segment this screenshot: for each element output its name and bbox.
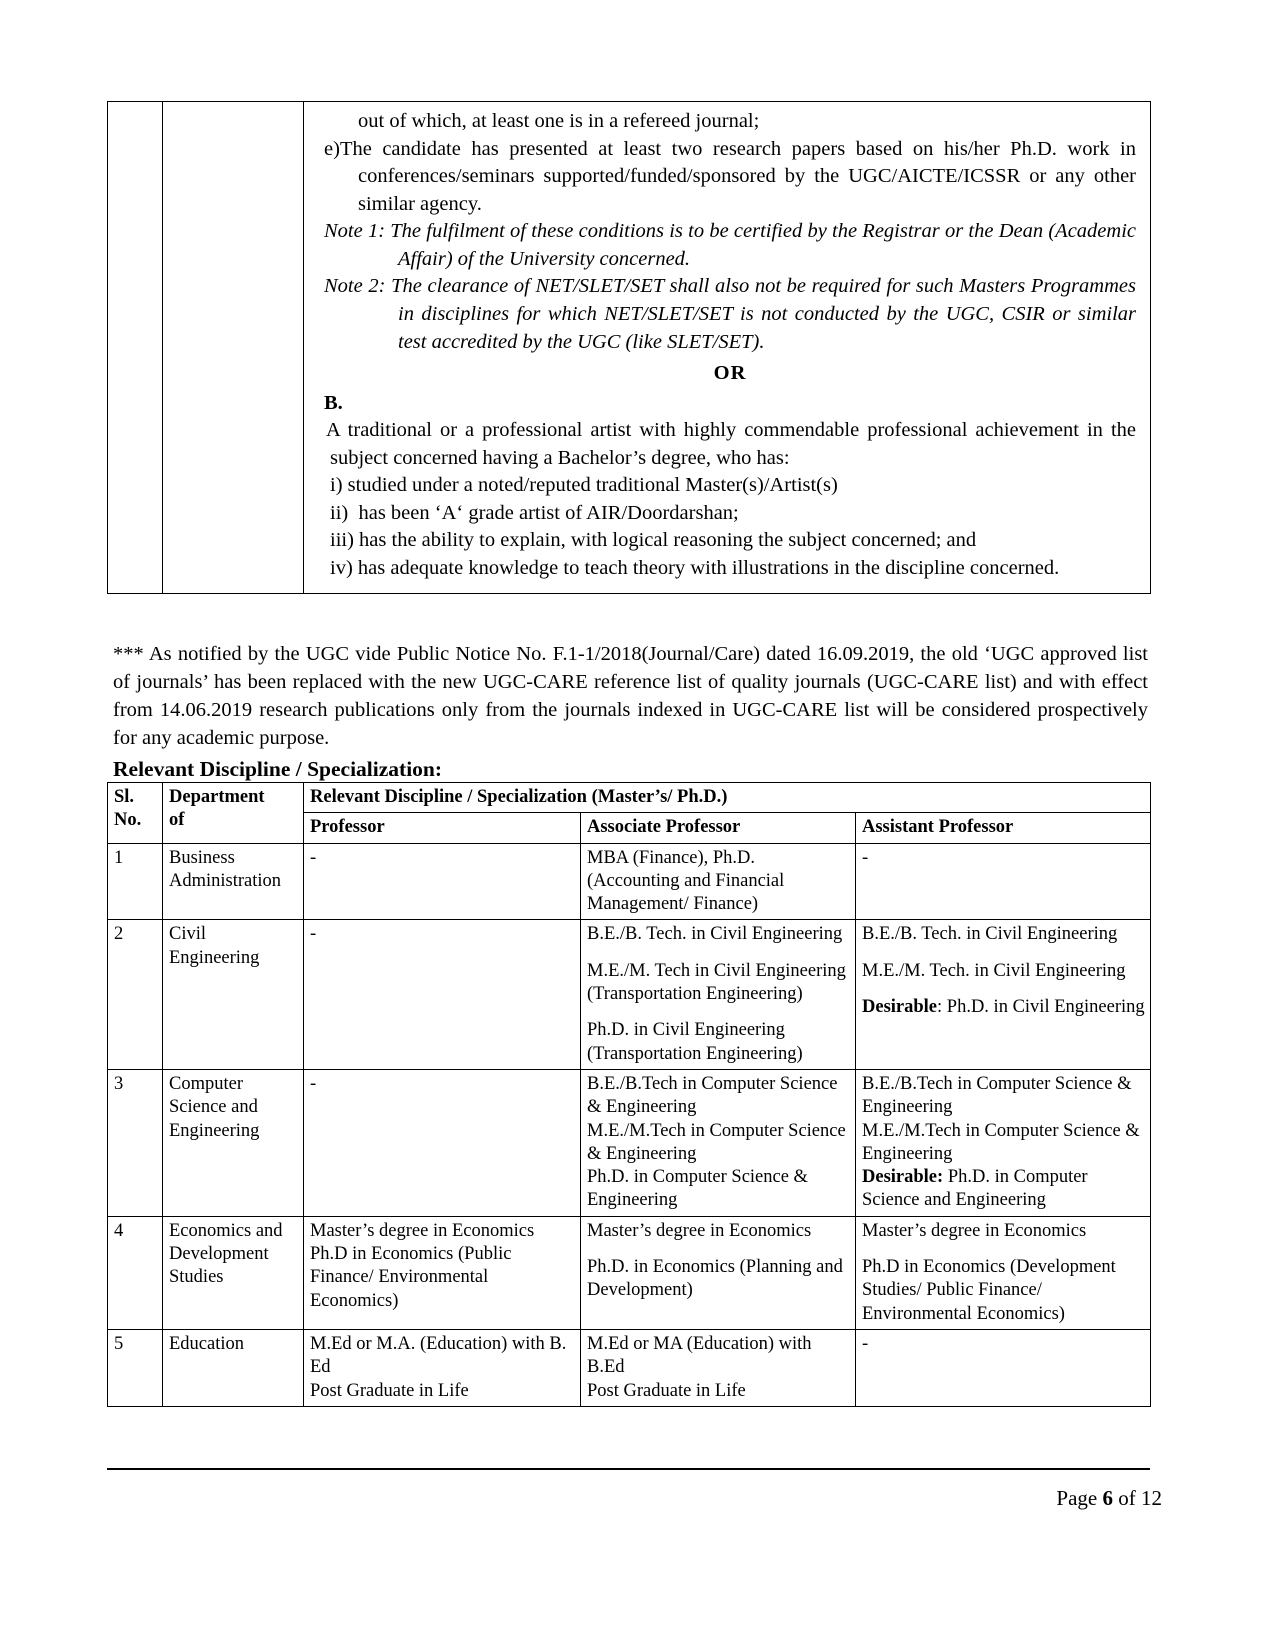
row-assistant-professor [856,1329,1151,1406]
row-associate-professor [581,1216,856,1329]
clause-b-item-iv-text: has adequate knowledge to teach theory with illustrations in the discipline concerned. [357,557,1060,579]
row-professor [304,920,581,1069]
cell-text: - [310,924,317,945]
row-assistant-professor [856,920,1151,1069]
clause-b-item-iv [324,555,1136,583]
desirable-text: Ph.D. in Computer Science and Engineering [862,1167,1088,1211]
cell-text: Master’s degree in Economics [587,1220,812,1241]
note-1-text: The fulfilment of these conditions is to be certified by the Registrar or the Dean (Academic Affair) of the University concerned. [390,220,1136,270]
cell-text: - [310,1073,317,1094]
row-department: Economics and Development Studies [163,1216,304,1329]
row-department: Civil Engineering [163,920,304,1069]
eligibility-continuation-table [107,101,1151,594]
table-row [108,1216,1151,1329]
header-department-line2: of [169,810,185,831]
table-row [108,1069,1151,1216]
cell-text: Master’s degree in Economics [310,1220,535,1241]
table-row [108,843,1151,920]
footer-divider [107,1468,1150,1470]
cell-text: - [862,847,869,868]
cell-text: Ph.D. in Economics (Planning and Development) [587,1257,843,1301]
header-sl-no-line1: Sl. [114,787,135,807]
ugc-care-note-paragraph: *** As notified by the UGC vide Public Notice No. F.1-1/2018(Journal/Care) dated 16.09.2019, the old ‘UGC approved list of journals’ has been replaced with the new UGC-CARE reference list of quality journals (UGC-CARE list) and with effect from 14.06.2019 research publications only from the journals indexed in UGC-CARE list will be considered prospectively for any academic purpose. [113,643,1148,750]
row-department: Computer Science and Engineering [163,1069,304,1216]
or-divider: OR [713,362,747,385]
clause-b-item-ii [324,500,1136,528]
row-professor [304,1216,581,1329]
cell-text: - [310,847,317,868]
line-a-tail: out of which, at least one is in a refereed journal; [358,110,760,132]
table-row [108,1329,1151,1406]
table-row [108,102,1151,594]
row-sl-no: 3 [108,1069,163,1216]
cell-text: Post Graduate in Life [587,1380,746,1401]
cell-desirable [862,996,1145,1019]
header-assistant-professor: Assistant Professor [856,813,1151,843]
cell-text: B.E./B. Tech. in Civil Engineering [862,924,1118,945]
header-group-title: Relevant Discipline / Specialization (Master’s/ Ph.D.) [304,783,1151,813]
clause-b-item-ii-marker: ii) [330,501,349,524]
row-sl-no: 2 [108,920,163,1069]
cell-text: Ph.D. in Civil Engineering (Transportation Engineering) [587,1020,803,1064]
clause-b-item-iii-marker: iii) [330,529,354,552]
row-professor [304,1069,581,1216]
cell-text: Master’s degree in Economics [862,1220,1087,1241]
cell-text: M.E./M. Tech in Civil Engineering (Transportation Engineering) [587,960,846,1005]
cell-text: M.E./M.Tech in Computer Science & Engineering [862,1120,1140,1164]
desirable-label: Desirable [862,997,938,1018]
empty-dept-cell [163,102,304,594]
note-1 [324,218,1136,273]
note-2-text: The clearance of NET/SLET/SET shall also not be required for such Masters Programmes in disciplines for which NET/SLET/SET is not conducted by the UGC, CSIR or similar test accredited by the UGC (like SLET/SET). [391,275,1136,353]
clause-b-label: B. [324,391,343,414]
table-row [108,920,1151,1069]
row-department: Business Administration [163,843,304,920]
empty-sl-cell [108,102,163,594]
item-e [324,136,1136,219]
eligibility-text-cell [304,102,1151,594]
row-sl-no: 4 [108,1216,163,1329]
cell-text: Ph.D in Economics (Development Studies/ Public Finance/ Environmental Economics) [862,1257,1116,1324]
item-e-text: The candidate has presented at least two research papers based on his/her Ph.D. work in conferences/seminars supported/funded/sponsored by the UGC/AICTE/ICSSR or any other similar agency. [339,137,1136,215]
clause-b-item-iv-marker: iv) [330,557,353,579]
footer-page-number: 6 [1102,1486,1113,1510]
header-department [163,783,304,844]
table-header-row-group [108,783,1151,813]
row-sl-no: 1 [108,843,163,920]
row-professor [304,1329,581,1406]
cell-text: MBA (Finance), Ph.D. (Accounting and Financial Management/ Finance) [587,847,785,915]
cell-text: M.E./M. Tech. in Civil Engineering [862,960,1126,981]
header-sl-no-line2: No. [114,810,142,831]
cell-text: Post Graduate in Life [310,1380,469,1401]
clause-b-item-i-marker: i) [330,474,343,497]
cell-desirable [862,1166,1145,1213]
page-footer [1056,1486,1162,1511]
clause-b-item-iii-text: has the ability to explain, with logical reasoning the subject concerned; and [359,529,977,552]
discipline-specialization-table [107,782,1151,1407]
clause-b-item-i-text: studied under a noted/reputed traditional Master(s)/Artist(s) [347,474,838,497]
note-1-label: Note 1: [324,220,386,243]
note-2 [324,273,1136,356]
header-associate-professor: Associate Professor [581,813,856,843]
clause-b-item-iii [324,527,1136,555]
header-department-line1: Department [169,787,265,807]
header-sl-no [108,783,163,844]
row-sl-no: 5 [108,1329,163,1406]
footer-page-label: Page [1056,1486,1098,1510]
clause-b-item-i [324,472,1136,500]
cell-text: B.E./B.Tech in Computer Science & Engineering [862,1073,1132,1118]
cell-text: Ph.D. in Computer Science & Engineering [587,1167,808,1211]
row-associate-professor [581,1329,856,1406]
footer-page-total: 12 [1141,1486,1162,1510]
eligibility-body [304,102,1150,593]
row-associate-professor [581,920,856,1069]
cell-text: M.E./M.Tech in Computer Science & Engineering [587,1120,846,1164]
row-assistant-professor [856,843,1151,920]
cell-text: B.E./B. Tech. in Civil Engineering [587,924,843,945]
row-professor [304,843,581,920]
row-department: Education [163,1329,304,1406]
row-associate-professor [581,843,856,920]
cell-text: - [862,1333,869,1354]
section-heading: Relevant Discipline / Specialization: [113,757,443,781]
header-professor: Professor [304,813,581,843]
cell-text: Ph.D in Economics (Public Finance/ Environmental Economics) [310,1244,512,1311]
cell-text: M.Ed or MA (Education) with B.Ed [587,1333,812,1378]
row-associate-professor [581,1069,856,1216]
desirable-text: : Ph.D. in Civil Engineering [937,997,1145,1018]
row-assistant-professor [856,1069,1151,1216]
clause-b-intro: A traditional or a professional artist with highly commendable professional achievement in the subject concerned having a Bachelor’s degree, who has: [326,419,1136,469]
cell-text: M.Ed or M.A. (Education) with B. Ed [310,1333,567,1378]
footer-of-label: of [1118,1486,1136,1510]
note-2-label: Note 2: [324,275,386,298]
clause-b-item-ii-text: has been ‘A‘ grade artist of AIR/Doordarshan; [358,501,739,524]
item-e-marker: e) [324,137,340,160]
row-assistant-professor [856,1216,1151,1329]
cell-text: B.E./B.Tech in Computer Science & Engineering [587,1073,838,1118]
desirable-label: Desirable: [862,1167,944,1188]
